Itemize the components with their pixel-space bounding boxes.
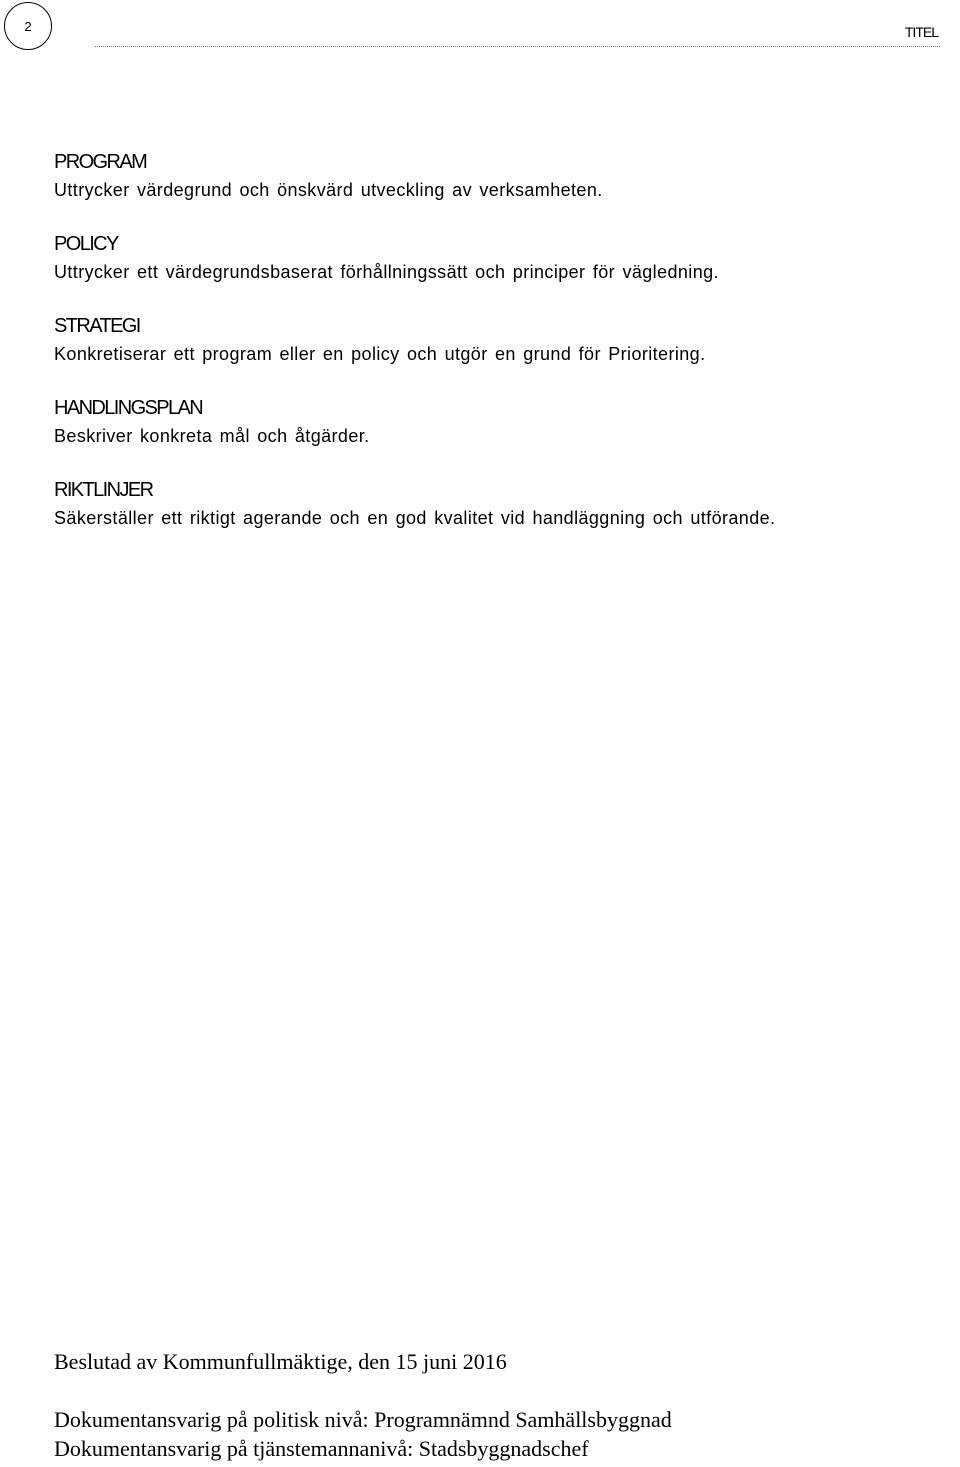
section-strategi	[54, 312, 914, 368]
section-title: RIKTLINJER	[54, 479, 153, 501]
section-title: PROGRAM	[54, 151, 147, 173]
section-policy	[54, 230, 914, 286]
political-responsible-line: Dokumentansvarig på politisk nivå: Programnämnd Samhällsbyggnad	[54, 1407, 672, 1432]
section-title: STRATEGI	[54, 315, 140, 337]
header-title: TITEL	[904, 24, 938, 40]
decision-line: Beslutad av Kommunfullmäktige, den 15 juni 2016	[54, 1349, 507, 1374]
section-text: Uttrycker ett värdegrundsbaserat förhållningssätt och principer för vägledning.	[54, 262, 719, 282]
footer-spacer	[54, 1376, 934, 1405]
official-responsible-line: Dokumentansvarig på tjänstemannanivå: Stadsbyggnadschef	[54, 1436, 589, 1461]
definitions-list	[54, 148, 914, 558]
header-divider	[95, 46, 940, 47]
section-text: Uttrycker värdegrund och önskvärd utveckling av verksamheten.	[54, 180, 603, 200]
section-title: HANDLINGSPLAN	[54, 397, 203, 419]
section-text: Konkretiserar ett program eller en policy och utgör en grund för Prioritering.	[54, 344, 706, 364]
section-text: Beskriver konkreta mål och åtgärder.	[54, 426, 370, 446]
section-program	[54, 148, 914, 204]
document-footer	[54, 1347, 934, 1463]
section-text: Säkerställer ett riktigt agerande och en god kvalitet vid handläggning och utförande.	[54, 508, 776, 528]
section-riktlinjer	[54, 476, 914, 532]
section-title: POLICY	[54, 233, 118, 255]
section-handlingsplan	[54, 394, 914, 450]
page-number: 2	[4, 2, 52, 50]
